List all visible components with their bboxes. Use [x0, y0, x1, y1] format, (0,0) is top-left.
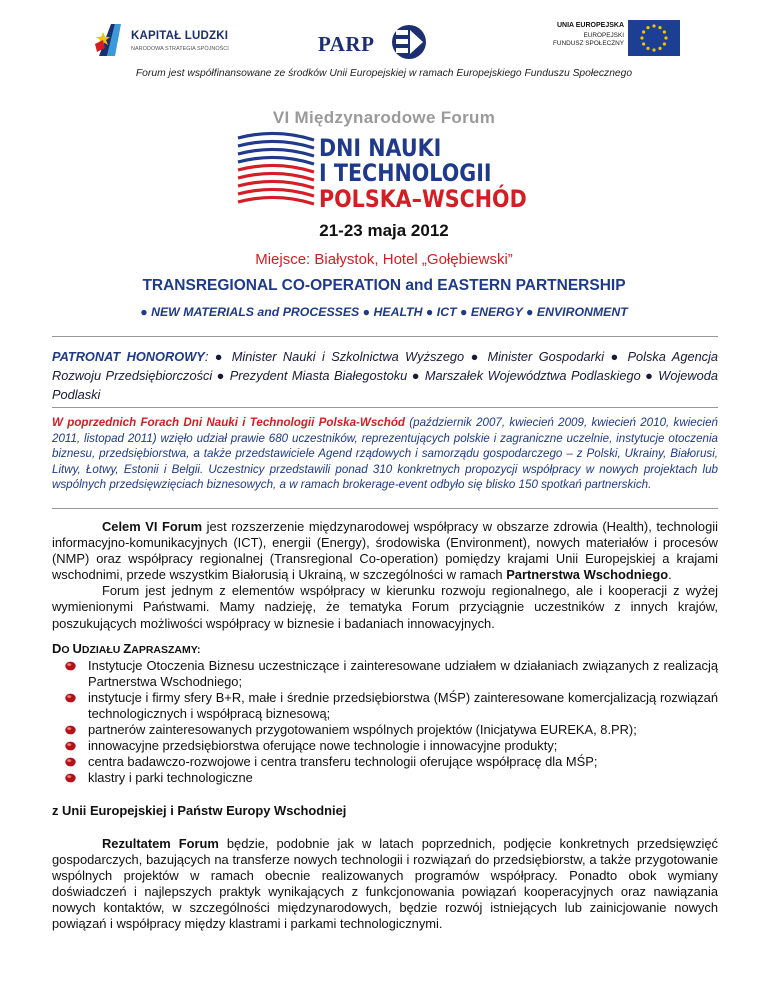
- parp-emblem-icon: [390, 22, 428, 62]
- parp-logo: [318, 20, 438, 64]
- divider: [52, 336, 718, 337]
- forum-logo-line2: I TECHNOLOGII: [319, 159, 492, 187]
- goal-text: jest rozszerzenie międzynarodowej współpracy w obszarze zdrowia (Health), technologii informacyjno-komunikacyjnych (ICT), energii (Energy), środowiska (Environment), nowych materiałów i procesów (NMP) oraz współpracy regionalnej (Transregional Co-operation) pomiędzy krajami Unii Europejskiej a krajami wschodnimi, przede wszystkim Białorusią i Ukrainą, w szczególności w ramach: [52, 519, 718, 583]
- patron-item: Marszałek Województwa Podlaskiego: [424, 368, 641, 383]
- cofinancing-note: Forum jest współfinansowane ze środków Unii Europejskiej w ramach Europejskiego Funduszu Społecznego: [135, 68, 633, 79]
- topic-item: ENERGY: [470, 305, 523, 319]
- list-item: [52, 738, 718, 754]
- list-item-text: innowacyjne przedsiębiorstwa oferujące nowe technologie i innowacyjne produkty;: [88, 738, 558, 753]
- bullet-icon: ●: [645, 368, 654, 383]
- bullet-icon: ●: [470, 349, 482, 364]
- bullet-icon: ●: [140, 305, 148, 319]
- patron-item: Polska Agencja Rozwoju Przedsiębiorczości: [52, 349, 719, 383]
- goal-end: .: [668, 567, 672, 583]
- red-diamond-bullet-icon: [65, 693, 76, 703]
- heading-part: D: [52, 641, 62, 656]
- heading-part: APRASZAMY:: [131, 644, 201, 656]
- bullet-icon: ●: [214, 349, 226, 364]
- bullet-icon: ●: [362, 305, 371, 319]
- bullet-icon: ●: [411, 368, 421, 383]
- list-item-text: klastry i parki technologiczne: [88, 770, 253, 785]
- list-item: [52, 722, 718, 738]
- previous-forums: [52, 415, 718, 493]
- list-item: [52, 658, 718, 690]
- event-place: Miejsce: Białystok, Hotel „Gołębiewski”: [255, 251, 513, 268]
- patronage-heading: PATRONAT HONOROWY: [52, 349, 205, 364]
- heading-part: Z: [123, 641, 132, 656]
- previous-forums-text: (październik 2007, kwiecień 2009, kwiecień 2010, kwiecień 2011, listopad 2011) wzięło udział prawie 680 uczestników, reprezentujących polskie i zagraniczne uczelnie, instytucje otoczenia biznesu, przedsiębiorstwa, a także przedstawiciele Agend rządowych i samorządu gospodarczego – z Polski, Ukrainy, Białorusi, Litwy, Łotwy, Estonii i Belgii. Uczestnicy przedstawili ponad 310 konkretnych propozycji współpracy w nowych projektach lub wspólnych przedsięwzięciach biznesowych, a w ramach brokerage-event odbyło się blisko 150 spotkań partnerskich.: [52, 416, 718, 491]
- forum-logo-line1: DNI NAUKI: [319, 134, 442, 162]
- list-item-text: partnerów zainteresowanych przygotowaniem wspólnych projektów (Inicjatywa EUREKA, 8.PR);: [88, 722, 637, 737]
- kapital-ludzki-logo: [95, 22, 255, 60]
- result-section: [52, 836, 718, 933]
- eu-logo: [540, 20, 680, 64]
- kapital-ludzki-subtitle: NARODOWA STRATEGIA SPÓJNOŚCI: [131, 46, 229, 52]
- patron-item: Minister Gospodarki: [487, 349, 605, 364]
- divider: [52, 508, 718, 509]
- result-lead: Rezultatem Forum: [102, 836, 219, 851]
- heading-part: DZIAŁU: [81, 644, 124, 656]
- red-diamond-bullet-icon: [65, 741, 76, 751]
- list-item: [52, 754, 718, 770]
- heading-part: O: [61, 644, 73, 656]
- previous-forums-lead: W poprzednich Forach Dni Nauki i Technologii Polska-Wschód: [52, 416, 405, 429]
- red-diamond-bullet-icon: [65, 725, 76, 735]
- patron-item: Prezydent Miasta Białegostoku: [229, 368, 408, 383]
- bullet-icon: ●: [610, 349, 622, 364]
- eu-logo-line1: UNIA EUROPEJSKA: [556, 22, 624, 29]
- forum-logo: [236, 128, 536, 220]
- event-topics: [0, 305, 768, 319]
- goal-lead: Celem VI Forum: [102, 519, 203, 534]
- event-dates: 21-23 maja 2012: [319, 221, 449, 240]
- heading-part: U: [72, 641, 82, 656]
- topic-item: NEW MATERIALS and PROCESSES: [151, 305, 360, 319]
- list-item-text: centra badawczo-rozwojowe i centra transferu technologii oferujące współpracę dla MŚP;: [88, 754, 598, 769]
- edition-title: VI Międzynarodowe Forum: [272, 108, 496, 127]
- goal-paragraph-2: Forum jest jednym z elementów współpracy w kierunku rozwoju regionalnego, ale i kooperacji z wyżej wymienionymi Państwami. Mamy nadzieję, że tematyka Forum przyciągnie uczestników z innych krajów, poszukujących możliwości współpracy w biznesie i badaniach innowacyjnych.: [52, 583, 718, 631]
- red-diamond-bullet-icon: [65, 661, 76, 671]
- bullet-icon: ●: [460, 305, 468, 319]
- kapital-ludzki-title: KAPITAŁ LUDZKI: [131, 30, 229, 42]
- kapital-ludzki-star-icon: [95, 22, 125, 58]
- topic-item: HEALTH: [373, 305, 423, 319]
- honorary-patronage: PATRONAT HONOROWY: ● Minister Nauki i Szkolnictwa Wyższego ● Minister Gospodarki ● Polska Agencja Rozwoju Przedsiębiorczości ● Prezydent Miasta Białegostoku ● Marszałek Województwa Podlaskiego ● Wojewoda Podlaski: [52, 349, 719, 402]
- eu-logo-line2: EUROPEJSKI: [583, 32, 624, 39]
- list-item: [52, 690, 718, 722]
- goal-paragraph: [52, 519, 718, 583]
- patron-item: Minister Nauki i Szkolnictwa Wyższego: [231, 349, 465, 364]
- event-theme: TRANSREGIONAL CO-OPERATION and EASTERN PARTNERSHIP: [142, 277, 626, 294]
- invite-heading: [52, 641, 200, 656]
- bullet-icon: ●: [425, 305, 434, 319]
- list-item-text: Instytucje Otoczenia Biznesu uczestniczące i zainteresowane udziałem w działaniach związanych z realizacją Partnerstwa Wschodniego;: [88, 658, 718, 689]
- red-diamond-bullet-icon: [65, 773, 76, 783]
- list-item-text: instytucje i firmy sfery B+R, małe i średnie przedsiębiorstwa (MŚP) zainteresowane komercjalizacją rozwiązań technologicznych i współpracą biznesową;: [88, 690, 718, 721]
- goal-bold-end: Partnerstwa Wschodniego: [506, 567, 669, 583]
- patron-item: Wojewoda Podlaski: [52, 368, 718, 402]
- topic-item: ENVIRONMENT: [536, 305, 628, 319]
- forum-logo-line3: POLSKA–WSCHÓD: [319, 185, 527, 213]
- red-diamond-bullet-icon: [65, 757, 76, 767]
- invite-tail: z Unii Europejskiej i Państw Europy Wschodniej: [52, 803, 347, 818]
- bullet-icon: ●: [216, 368, 226, 383]
- result-text: będzie, podobnie jak w latach poprzednich, podjęcie konkretnych przedsięwzięć gospodarczych, bazujących na transferze nowych technologii i rozwiązań do przedsiębiorstw, a także przygotowanie wspólnych projektów w ramach obecnie realizowanych programów współpracy. Ponadto obok wymiany doświadczeń i najlepszych praktyk wynikających z funkcjonowania powiązań kooperacyjnych oraz nawiązania nowych kontaktów, w szczególności międzynarodowych, będzie rozwój istniejących lub zainicjowanie nowych powiązań i współpracy między klastrami i parkami technologicznymi.: [52, 836, 718, 932]
- invite-list: [52, 658, 718, 786]
- topic-item: ICT: [436, 305, 457, 319]
- divider: [52, 407, 718, 408]
- bullet-icon: ●: [526, 305, 534, 319]
- header-logos: [0, 14, 768, 64]
- eu-flag-icon: [628, 20, 680, 56]
- eu-logo-line3: FUNDUSZ SPOŁECZNY: [552, 40, 624, 47]
- result-paragraph: [52, 836, 718, 933]
- parp-text: PARP: [318, 32, 375, 56]
- forum-swoosh-icon: [236, 130, 316, 214]
- list-item: [52, 770, 718, 786]
- goal-section: [52, 519, 718, 632]
